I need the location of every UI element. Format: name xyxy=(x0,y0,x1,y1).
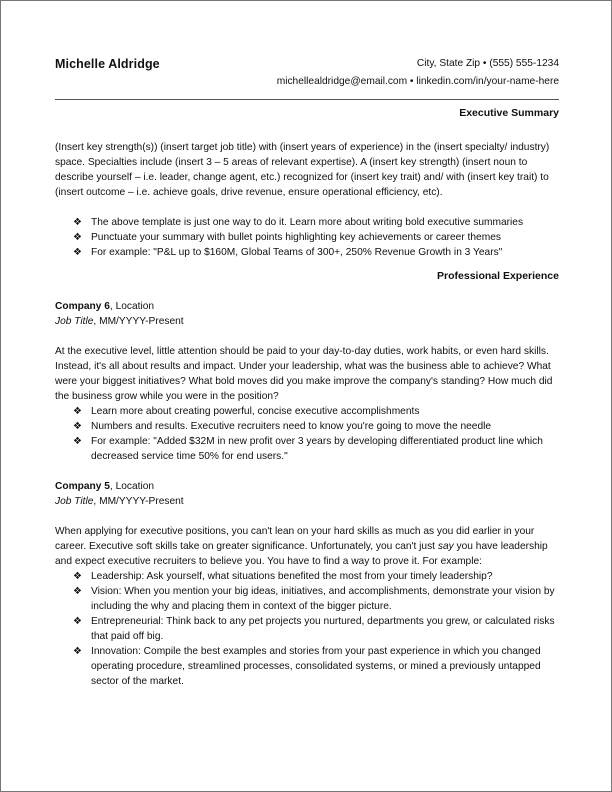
header-divider xyxy=(55,99,559,100)
resume-header xyxy=(55,55,559,91)
diamond-bullet-icon: ❖ xyxy=(73,436,82,447)
diamond-bullet-icon: ❖ xyxy=(73,571,82,582)
paragraph-text: When applying for executive positions, you can't lean on your hard skills as much as you did earlier in your career. Executive soft skills take on greater significance. Unfortunately, you can't just xyxy=(55,526,535,552)
diamond-bullet-icon: ❖ xyxy=(73,232,82,243)
bullet-text: Innovation: Compile the best examples and stories from your past experience in which you changed operating procedure, streamlined processes, consolidated systems, or mined a previously untapped sector of the market. xyxy=(91,646,541,687)
list-item xyxy=(55,245,559,260)
diamond-bullet-icon: ❖ xyxy=(73,247,82,258)
candidate-name: Michelle Aldridge xyxy=(55,57,160,71)
contact-info xyxy=(277,55,559,91)
diamond-bullet-icon: ❖ xyxy=(73,646,82,657)
job-title: Job Title xyxy=(55,316,94,327)
bullet-text: Vision: When you mention your big ideas, initiatives, and accomplishments, demonstrate your vision by including the why and placing them in context of the bigger picture. xyxy=(91,586,555,612)
diamond-bullet-icon: ❖ xyxy=(73,406,82,417)
bullet-text: For example: "P&L up to $160M, Global Teams of 300+, 250% Revenue Growth in 3 Years" xyxy=(91,247,503,258)
company-line xyxy=(55,479,559,494)
list-item xyxy=(55,569,559,584)
list-item xyxy=(55,584,559,614)
contact-email-linkedin: michellealdridge@email.com • linkedin.com/in/your-name-here xyxy=(276,76,559,87)
paragraph-emphasis: say xyxy=(437,541,454,552)
job-title-line xyxy=(55,314,559,329)
summary-bullet-list xyxy=(55,215,559,260)
list-item xyxy=(55,419,559,434)
list-item xyxy=(55,434,559,464)
diamond-bullet-icon: ❖ xyxy=(73,616,82,627)
company-line xyxy=(55,299,559,314)
bullet-text: For example: "Added $32M in new profit over 3 years by developing differentiated product line which decreased service time 50% for end users." xyxy=(91,436,543,462)
job-entry-company-5 xyxy=(55,479,559,689)
bullet-text: Learn more about creating powerful, concise executive accomplishments xyxy=(91,406,420,417)
paragraph-text: you have leadership and expect executive recruiters to believe you. You have to find a way to prove it. For example: xyxy=(55,541,548,567)
list-item xyxy=(55,644,559,689)
job-bullet-list xyxy=(55,404,559,464)
diamond-bullet-icon: ❖ xyxy=(73,586,82,597)
job-title-line xyxy=(55,494,559,509)
summary-paragraph: (Insert key strength(s)) (insert target job title) with (insert years of experience) in the (insert specialty/ industry) space. Specialties include (insert 3 – 5 areas of relevant expertise). A (insert key strength) (insert noun to describe yourself – i.e. leader, change agent, etc.) recognized for (insert key trait) and/ with (insert key trait) to (insert outcome – i.e. achieve goals, drive revenue, ensure operational efficiency, etc). xyxy=(55,142,550,198)
list-item xyxy=(55,404,559,419)
contact-location-phone: City, State Zip • (555) 555-1234 xyxy=(416,58,559,69)
company-location: , Location xyxy=(109,481,155,492)
job-dates: , MM/YYYY-Present xyxy=(93,316,184,327)
bullet-text: Entrepreneurial: Think back to any pet projects you nurtured, departments you grew, or calculated risks that paid off big. xyxy=(91,616,555,642)
job-paragraph xyxy=(55,524,559,569)
job-paragraph: At the executive level, little attention should be paid to your day-to-day duties, work habits, or even hard skills. Instead, it's all about results and impact. Under your leadership, what was the business able to achieve? What were your biggest initiatives? What bold moves did you make improve the company's standing? How much did the business grow while you were in the position? xyxy=(55,346,553,402)
diamond-bullet-icon: ❖ xyxy=(73,421,82,432)
section-title-experience: Professional Experience xyxy=(437,270,559,282)
bullet-text: Numbers and results. Executive recruiters need to know you're going to move the needle xyxy=(91,421,492,432)
job-title: Job Title xyxy=(55,496,94,507)
section-title-summary: Executive Summary xyxy=(459,107,559,119)
list-item xyxy=(55,215,559,230)
company-name: Company 6 xyxy=(55,301,110,312)
bullet-text: Leadership: Ask yourself, what situations benefited the most from your timely leadership? xyxy=(91,571,493,582)
company-location: , Location xyxy=(109,301,155,312)
diamond-bullet-icon: ❖ xyxy=(73,217,82,228)
company-name: Company 5 xyxy=(55,481,110,492)
list-item xyxy=(55,614,559,644)
spacer xyxy=(55,200,559,215)
job-entry-company-6 xyxy=(55,299,559,464)
bullet-text: The above template is just one way to do it. Learn more about writing bold executive summaries xyxy=(91,217,524,228)
job-dates: , MM/YYYY-Present xyxy=(93,496,184,507)
resume-content xyxy=(55,55,559,689)
bullet-text: Punctuate your summary with bullet points highlighting key achievements or career themes xyxy=(91,232,501,243)
list-item xyxy=(55,230,559,245)
job-bullet-list xyxy=(55,569,559,689)
